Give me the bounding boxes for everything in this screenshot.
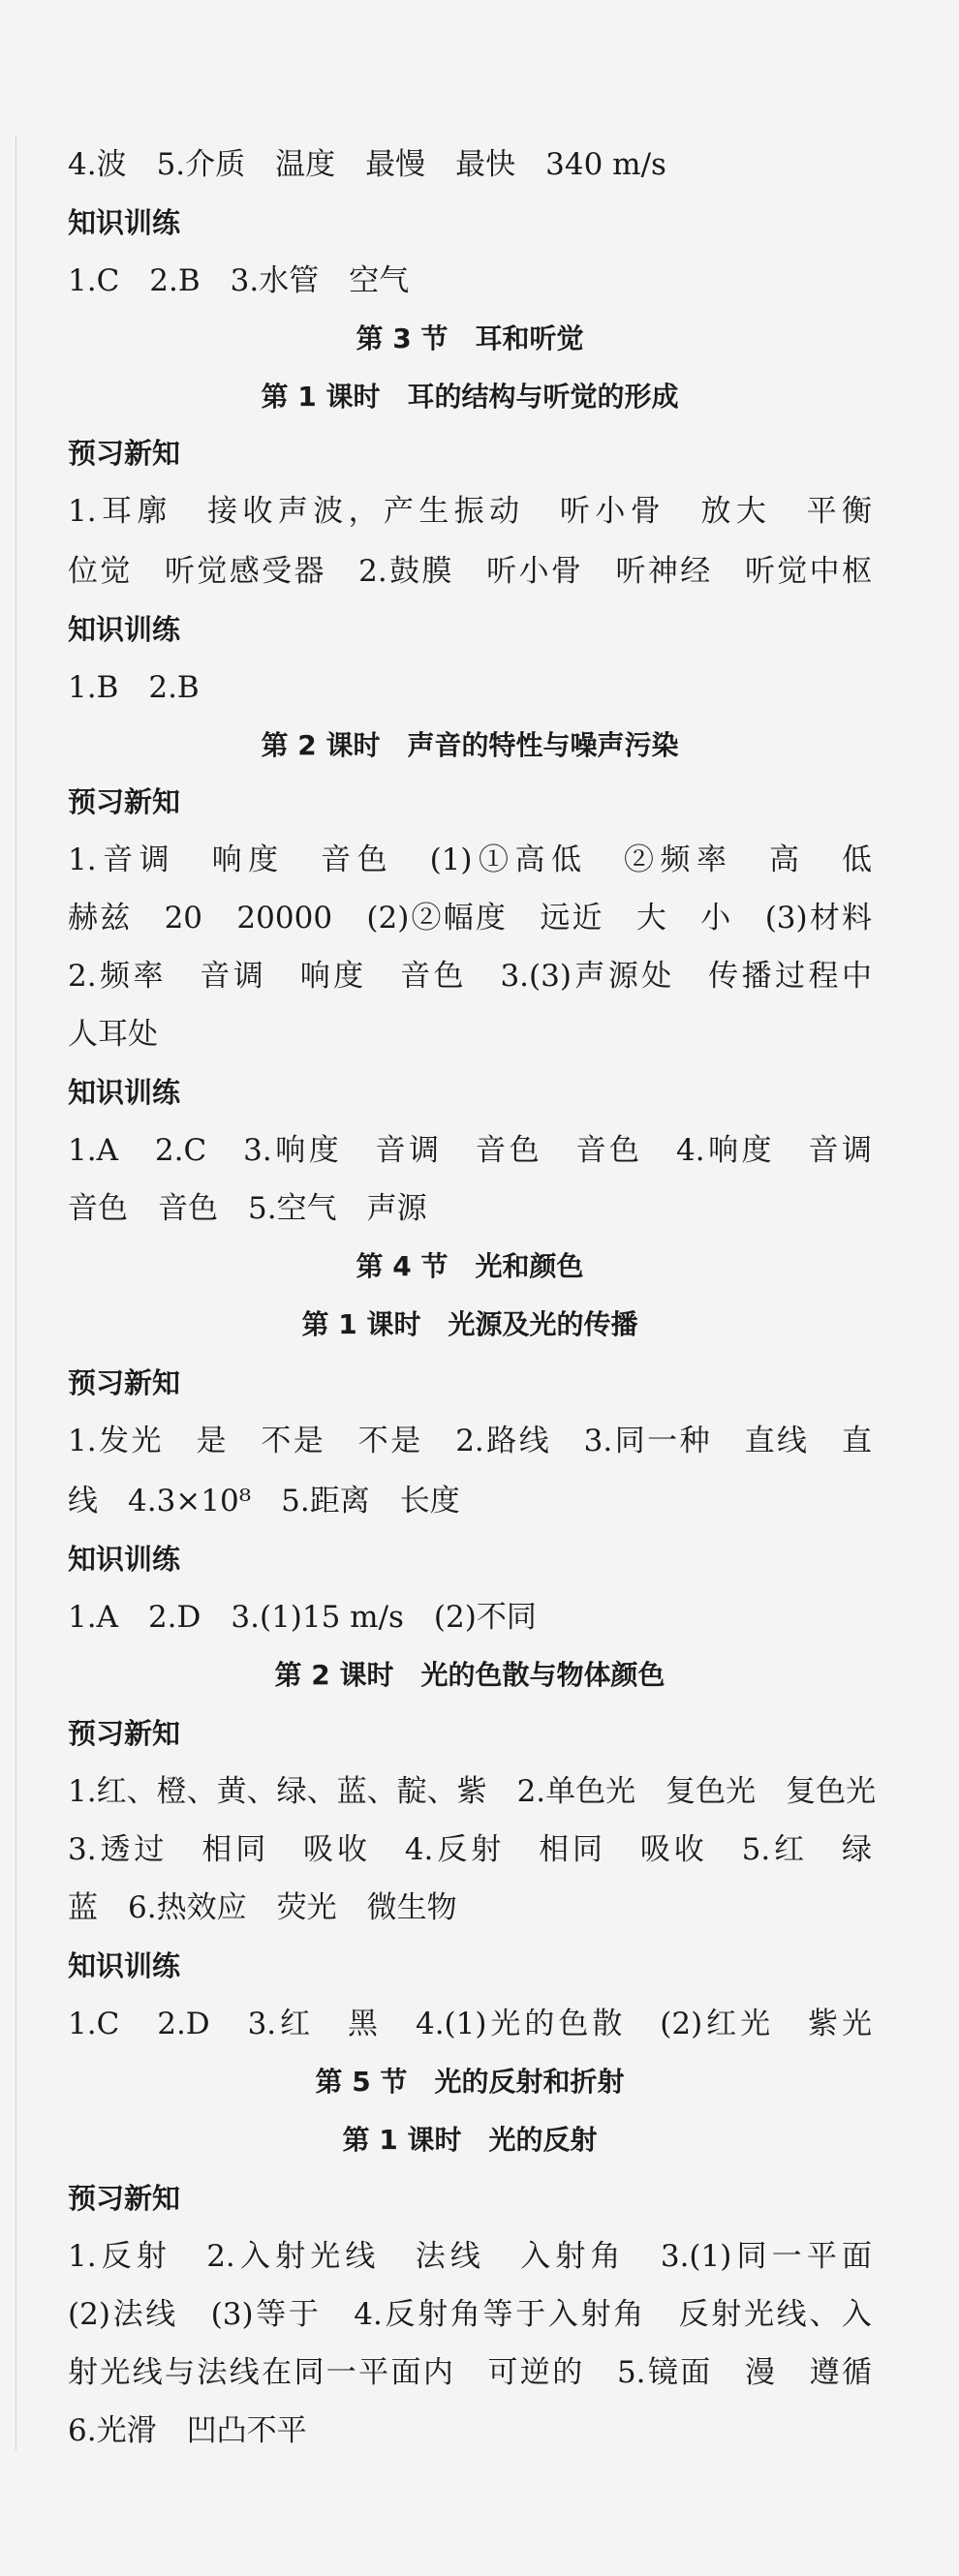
answer-line: 赫兹 20 20000 (2)②幅度 远近 大 小 (3)材料 <box>68 901 872 935</box>
answer-line: 线 4.3×10⁸ 5.距离 长度 <box>68 1484 460 1518</box>
section-heading: 知识训练 <box>68 613 181 646</box>
section-heading: 预习新知 <box>68 1717 181 1750</box>
lesson-title: 第 2 课时 声音的特性与噪声污染 <box>261 729 679 761</box>
answer-line: 1.A 2.D 3.(1)15 m/s (2)不同 <box>68 1600 537 1635</box>
answer-line: 6.光滑 凹凸不平 <box>68 2413 307 2448</box>
answer-line: 1.C 2.D 3.红 黑 4.(1)光的色散 (2)红光 紫光 <box>68 2007 872 2041</box>
answer-line: 音色 音色 5.空气 声源 <box>68 1191 427 1226</box>
section-heading: 预习新知 <box>68 1366 181 1399</box>
section-heading: 预习新知 <box>68 2182 181 2215</box>
answer-line: (2)法线 (3)等于 4.反射角等于入射角 反射光线、入 <box>68 2297 872 2332</box>
answer-line: 1.反射 2.入射光线 法线 入射角 3.(1)同一平面 <box>68 2239 872 2274</box>
answer-line: 1.发光 是 不是 不是 2.路线 3.同一种 直线 直 <box>68 1424 872 1458</box>
answer-line: 1.耳廓 接收声波，产生振动 听小骨 放大 平衡 <box>68 494 872 529</box>
answer-line: 1.A 2.C 3.响度 音调 音色 音色 4.响度 音调 <box>68 1133 872 1168</box>
section-heading: 知识训练 <box>68 206 181 239</box>
left-margin-rule <box>15 136 16 2450</box>
answer-line: 射光线与法线在同一平面内 可逆的 5.镜面 漫 遵循 <box>68 2355 872 2390</box>
section-heading: 预习新知 <box>68 785 181 818</box>
lesson-title: 第 4 节 光和颜色 <box>356 1250 584 1282</box>
answer-line: 1.音调 响度 音色 (1)①高低 ②频率 高 低 <box>68 843 872 877</box>
answer-line: 3.透过 相同 吸收 4.反射 相同 吸收 5.红 绿 <box>68 1832 872 1867</box>
lesson-title: 第 1 课时 光的反射 <box>342 2124 598 2156</box>
section-heading: 知识训练 <box>68 1949 181 1982</box>
section-heading: 知识训练 <box>68 1076 181 1109</box>
answer-line: 1.B 2.B <box>68 670 200 705</box>
section-heading: 知识训练 <box>68 1543 181 1576</box>
section-heading: 预习新知 <box>68 437 181 470</box>
answer-line: 位觉 听觉感受器 2.鼓膜 听小骨 听神经 听觉中枢 <box>68 554 872 589</box>
answer-line: 1.C 2.B 3.水管 空气 <box>68 263 410 298</box>
answer-line: 1.红、橙、黄、绿、蓝、靛、紫 2.单色光 复色光 复色光 <box>68 1774 877 1809</box>
lesson-title: 第 2 课时 光的色散与物体颜色 <box>274 1659 665 1691</box>
lesson-title: 第 3 节 耳和听觉 <box>356 322 584 354</box>
lesson-title: 第 5 节 光的反射和折射 <box>315 2066 625 2098</box>
answer-line: 人耳处 <box>68 1017 158 1052</box>
answer-line: 蓝 6.热效应 荧光 微生物 <box>68 1890 457 1925</box>
lesson-title: 第 1 课时 耳的结构与听觉的形成 <box>261 381 679 413</box>
answer-line: 4.波 5.介质 温度 最慢 最快 340 m/s <box>68 147 666 182</box>
answer-line: 2.频率 音调 响度 音色 3.(3)声源处 传播过程中 <box>68 959 872 994</box>
lesson-title: 第 1 课时 光源及光的传播 <box>301 1308 638 1340</box>
